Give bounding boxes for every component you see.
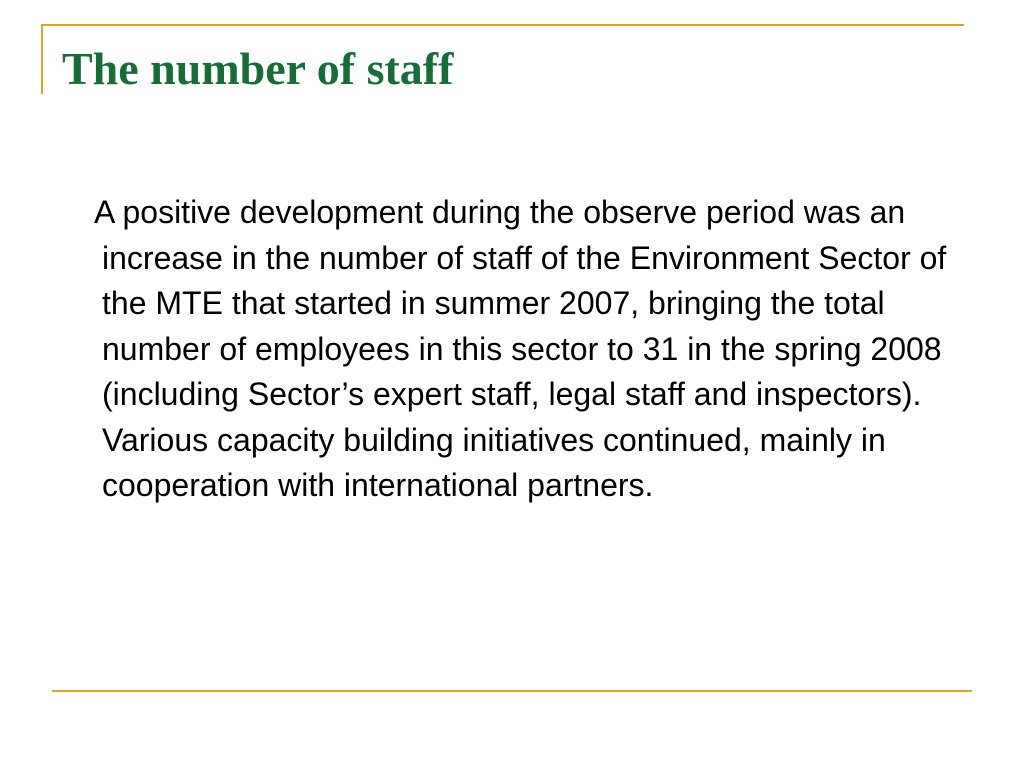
slide-title: The number of staff: [62, 43, 454, 94]
frame-bottom-line: [52, 690, 972, 692]
frame-left-line: [41, 24, 43, 94]
slide-body-text: A positive development during the observe period was an increase in the number of staff of the Environment Sector of the MTE that started in summer 2007, bringing the total number of employees in this sector to 31 in the spring 2008 (including Sector’s expert staff, legal staff and inspectors). Various capacity building initiatives continued, mainly in cooperation with international partners.: [94, 194, 947, 503]
frame-top-line: [43, 24, 964, 26]
